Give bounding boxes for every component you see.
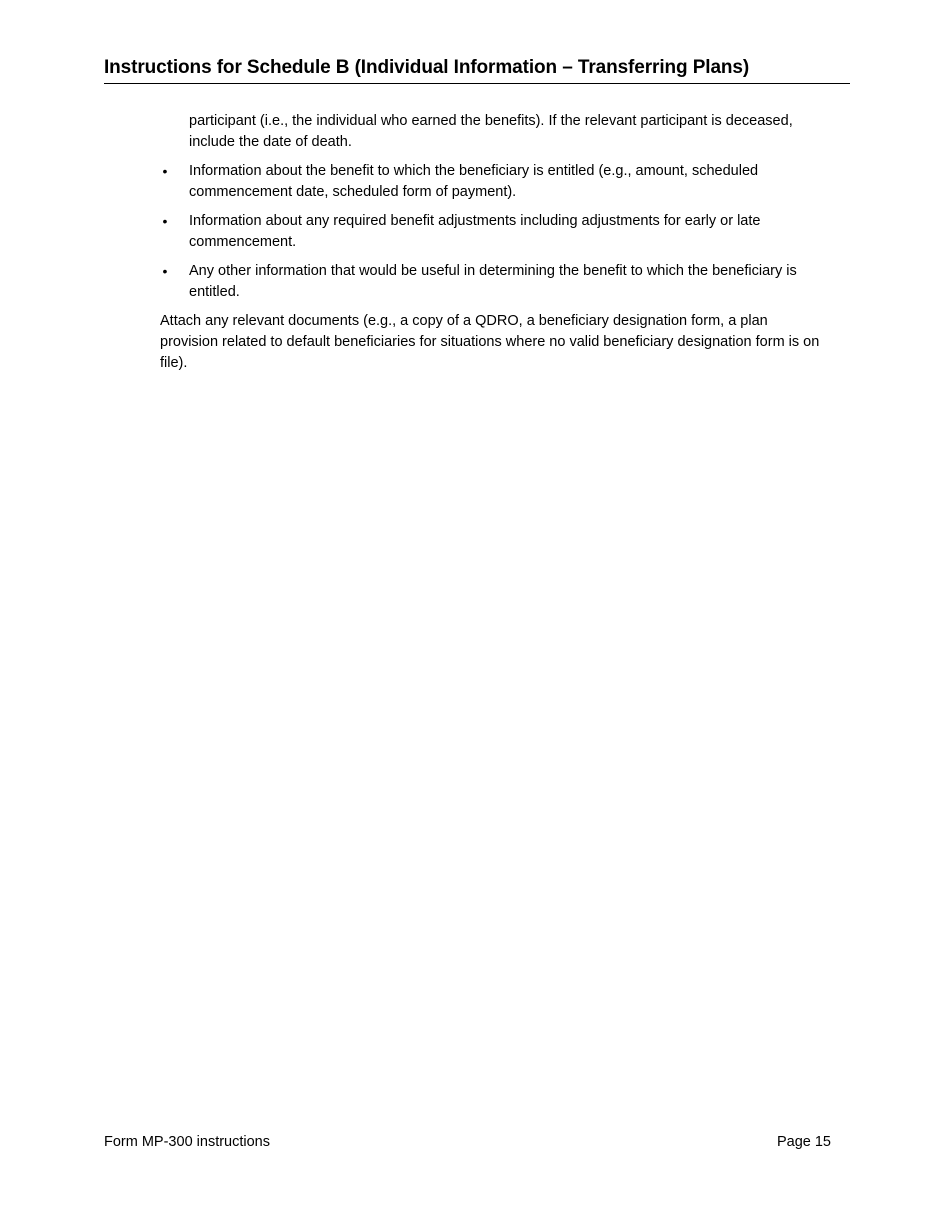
- list-item: [160, 211, 830, 253]
- footer-form-name: Form MP-300 instructions: [104, 1134, 270, 1150]
- list-item: [160, 261, 830, 303]
- list-item-text: Information about any required benefit adjustments including adjustments for early or late commencement.: [189, 213, 761, 250]
- bullet-icon: •: [162, 263, 168, 279]
- bullet-list: [160, 161, 830, 303]
- list-item-text: Any other information that would be useful in determining the benefit to which the beneficiary is entitled.: [189, 263, 797, 300]
- document-body: [160, 111, 830, 374]
- page-footer: [104, 1131, 831, 1153]
- closing-paragraph: Attach any relevant documents (e.g., a copy of a QDRO, a beneficiary designation form, a plan provision related to default beneficiaries for situations where no valid beneficiary designation form is on file).: [160, 313, 820, 371]
- page-title: Instructions for Schedule B (Individual Information – Transferring Plans): [104, 57, 750, 78]
- continuation-paragraph: participant (i.e., the individual who earned the benefits). If the relevant participant is deceased, include the date of death.: [189, 113, 793, 150]
- bullet-icon: •: [162, 213, 168, 229]
- page-header: [104, 56, 850, 84]
- footer-page-number: Page 15: [776, 1134, 831, 1150]
- list-item-text: Information about the benefit to which the beneficiary is entitled (e.g., amount, scheduled commencement date, scheduled form of payment).: [189, 163, 759, 200]
- bullet-icon: •: [162, 163, 168, 179]
- list-item: [160, 161, 830, 203]
